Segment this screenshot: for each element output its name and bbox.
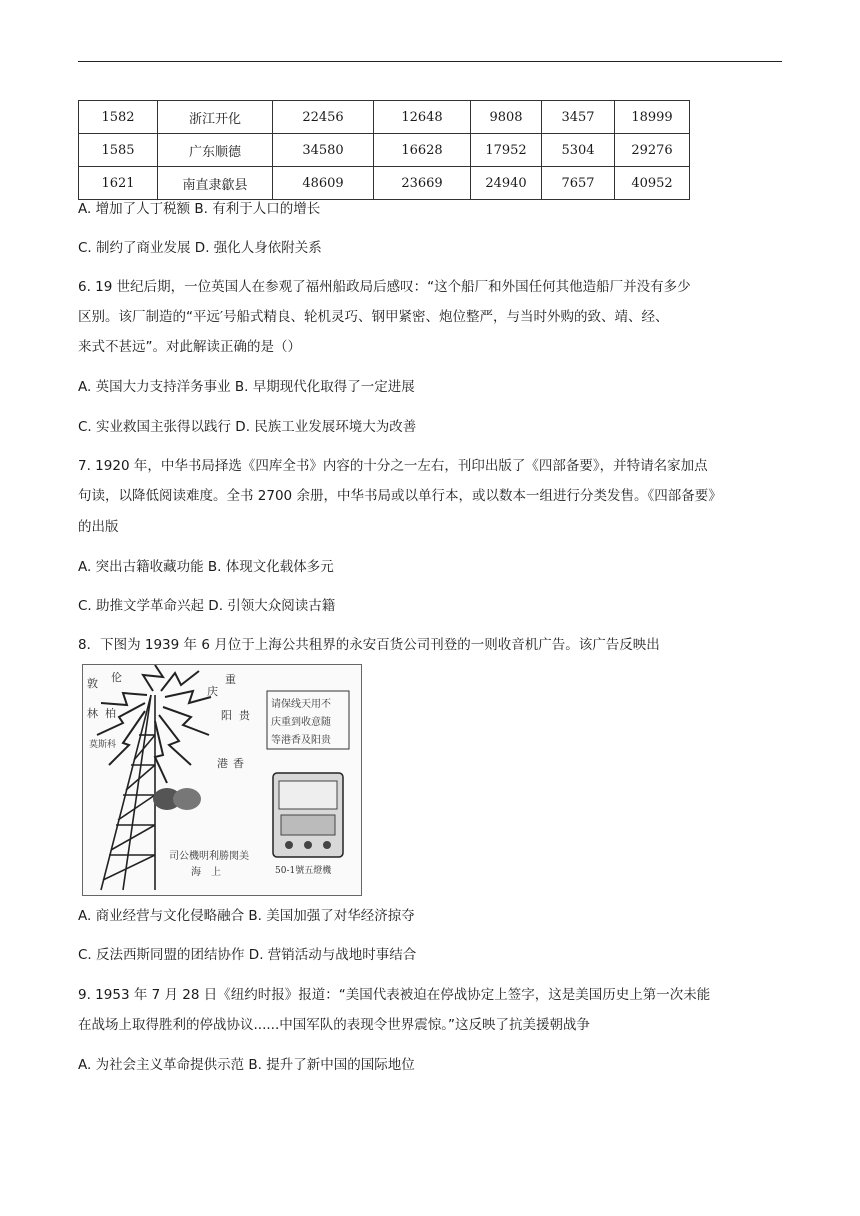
- q6-options-cd: C. 实业救国主张得以践行 D. 民族工业发展环境大为改善: [78, 419, 417, 435]
- ad-company-location: 海 上: [191, 867, 221, 878]
- ad-city-label: 贵: [239, 709, 250, 722]
- ad-city-label: 阳: [221, 709, 232, 722]
- q7-stem-line-3: 的出版: [78, 519, 119, 535]
- table-cell: 1582: [79, 101, 158, 134]
- q8-options-ab: A. 商业经营与文化侵略融合 B. 美国加强了对华经济掠夺: [78, 908, 415, 924]
- ad-radio-model: 50-1號五燈機: [275, 866, 332, 876]
- table-cell: 24940: [471, 167, 542, 200]
- ad-slogan-line: 等港香及阳贵: [271, 735, 331, 746]
- q7-stem-line-1: 7. 1920 年，中华书局择选《四库全书》内容的十分之一左右，刊印出版了《四部备要》，并特请名家加点: [78, 458, 708, 474]
- q9-stem-line-1: 9. 1953 年 7 月 28 日《纽约时报》报道：“美国代表被迫在停战协定上签字，这是美国历史上第一次未能: [78, 987, 711, 1003]
- q6-stem-line-1: 6. 19 世纪后期，一位英国人在参观了福州船政局后感叹：“这个船厂和外国任何其他造船厂并没有多少: [78, 279, 691, 295]
- table-cell: 22456: [273, 101, 374, 134]
- q6-stem-line-3: 来式不甚远”。对此解读正确的是（）: [78, 339, 301, 355]
- ad-slogan-line: 请保线天用不: [271, 699, 331, 710]
- q9-options-ab: A. 为社会主义革命提供示范 B. 提升了新中国的国际地位: [78, 1057, 415, 1073]
- table-cell: 1621: [79, 167, 158, 200]
- q8-options-cd: C. 反法西斯同盟的团结协作 D. 营销活动与战地时事结合: [78, 947, 417, 963]
- table-cell: 3457: [542, 101, 615, 134]
- table-cell: 16628: [374, 134, 471, 167]
- table-cell: 23669: [374, 167, 471, 200]
- q5-options-ab: A. 增加了人丁税额 B. 有利于人口的增长: [78, 201, 321, 217]
- radio-advertisement-image: [82, 664, 362, 896]
- table-row: [79, 134, 690, 167]
- ad-city-label: 伦: [111, 671, 122, 684]
- q6-stem-line-2: 区别。该厂制造的“平远′号船式精良、轮机灵巧、钢甲紧密、炮位整严，与当时外购的致、靖、经、: [78, 309, 669, 325]
- q7-options-ab: A. 突出古籍收藏功能 B. 体现文化载体多元: [78, 559, 334, 575]
- ad-city-label: 香: [233, 757, 244, 770]
- ad-city-label: 柏: [105, 707, 116, 720]
- ad-city-label: 庆: [207, 685, 218, 698]
- ad-company-name: 司公機明利勝関美: [169, 851, 249, 862]
- table-cell: 34580: [273, 134, 374, 167]
- ad-slogan-line: 庆重到收意随: [271, 717, 331, 728]
- population-table: [78, 100, 690, 200]
- q6-options-ab: A. 英国大力支持洋务事业 B. 早期现代化取得了一定进展: [78, 379, 415, 395]
- table-cell: 5304: [542, 134, 615, 167]
- ad-city-label: 敦: [87, 677, 98, 690]
- q8-stem: 8．下图为 1939 年 6 月位于上海公共租界的永安百货公司刊登的一则收音机广告。该广告反映出: [78, 637, 660, 653]
- table-cell: 广东顺德: [158, 134, 273, 167]
- ad-city-label: 林: [87, 707, 98, 720]
- q9-stem-line-2: 在战场上取得胜利的停战协议......中国军队的表现令世界震惊。”这反映了抗美援朝战争: [78, 1017, 590, 1033]
- table-cell: 1585: [79, 134, 158, 167]
- q7-stem-line-2: 句读，以降低阅读难度。全书 2700 余册，中华书局或以单行本，或以数本一组进行分类发售。《四部备要》: [78, 488, 722, 504]
- ad-city-label: 港: [217, 757, 228, 770]
- header-rule: [78, 61, 782, 62]
- table-cell: 48609: [273, 167, 374, 200]
- ad-city-label: 莫斯科: [89, 740, 117, 750]
- table-cell: 7657: [542, 167, 615, 200]
- table-cell: 29276: [615, 134, 690, 167]
- q7-options-cd: C. 助推文学革命兴起 D. 引领大众阅读古籍: [78, 598, 336, 614]
- table-cell: 南直隶歙县: [158, 167, 273, 200]
- table-row: [79, 167, 690, 200]
- table-row: [79, 101, 690, 134]
- table-cell: 40952: [615, 167, 690, 200]
- ad-city-label: 重: [225, 673, 236, 686]
- table-cell: 17952: [471, 134, 542, 167]
- q5-options-cd: C. 制约了商业发展 D. 强化人身依附关系: [78, 240, 322, 256]
- table-cell: 9808: [471, 101, 542, 134]
- table-cell: 18999: [615, 101, 690, 134]
- table-cell: 浙江开化: [158, 101, 273, 134]
- table-cell: 12648: [374, 101, 471, 134]
